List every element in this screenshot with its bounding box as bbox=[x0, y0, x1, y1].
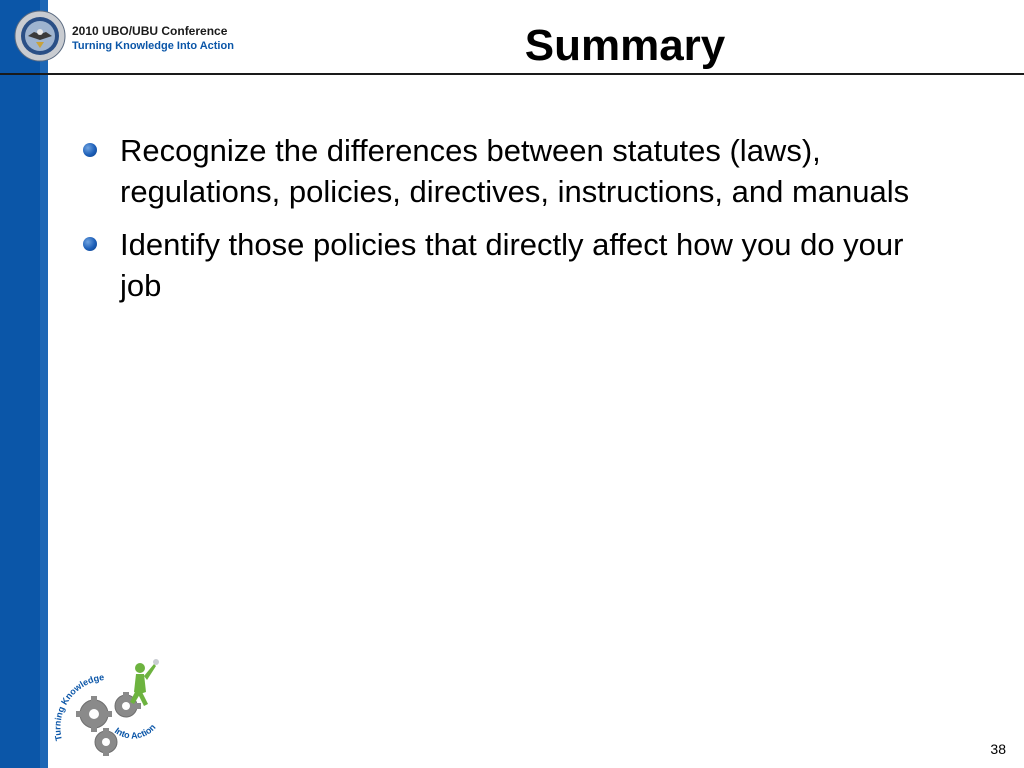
gears-logo-icon bbox=[52, 652, 170, 762]
dod-seal-icon bbox=[14, 10, 66, 62]
bullet-text: Recognize the differences between statutes (laws), regulations, policies, directives, instructions, and manuals bbox=[120, 133, 910, 209]
bullet-dot-icon bbox=[83, 237, 97, 251]
logo-text-top: Turning Knowledge bbox=[52, 672, 105, 742]
bullet-item bbox=[80, 130, 940, 212]
conference-tagline: Turning Knowledge Into Action bbox=[72, 40, 234, 52]
conference-title: 2010 UBO/UBU Conference bbox=[72, 24, 228, 38]
svg-text:Into Action bbox=[113, 722, 158, 741]
bullet-text: Identify those policies that directly affect how you do your job bbox=[120, 227, 904, 303]
bullet-item bbox=[80, 224, 940, 306]
page-number: 38 bbox=[990, 741, 1006, 757]
conference-header bbox=[72, 24, 234, 54]
slide-title: Summary bbox=[524, 21, 726, 70]
left-sidebar-band-edge bbox=[40, 0, 48, 768]
logo-text-bottom: Into Action bbox=[112, 721, 158, 741]
bullet-dot-icon bbox=[83, 143, 97, 157]
header-divider bbox=[0, 73, 1024, 75]
bullet-list bbox=[80, 130, 940, 318]
